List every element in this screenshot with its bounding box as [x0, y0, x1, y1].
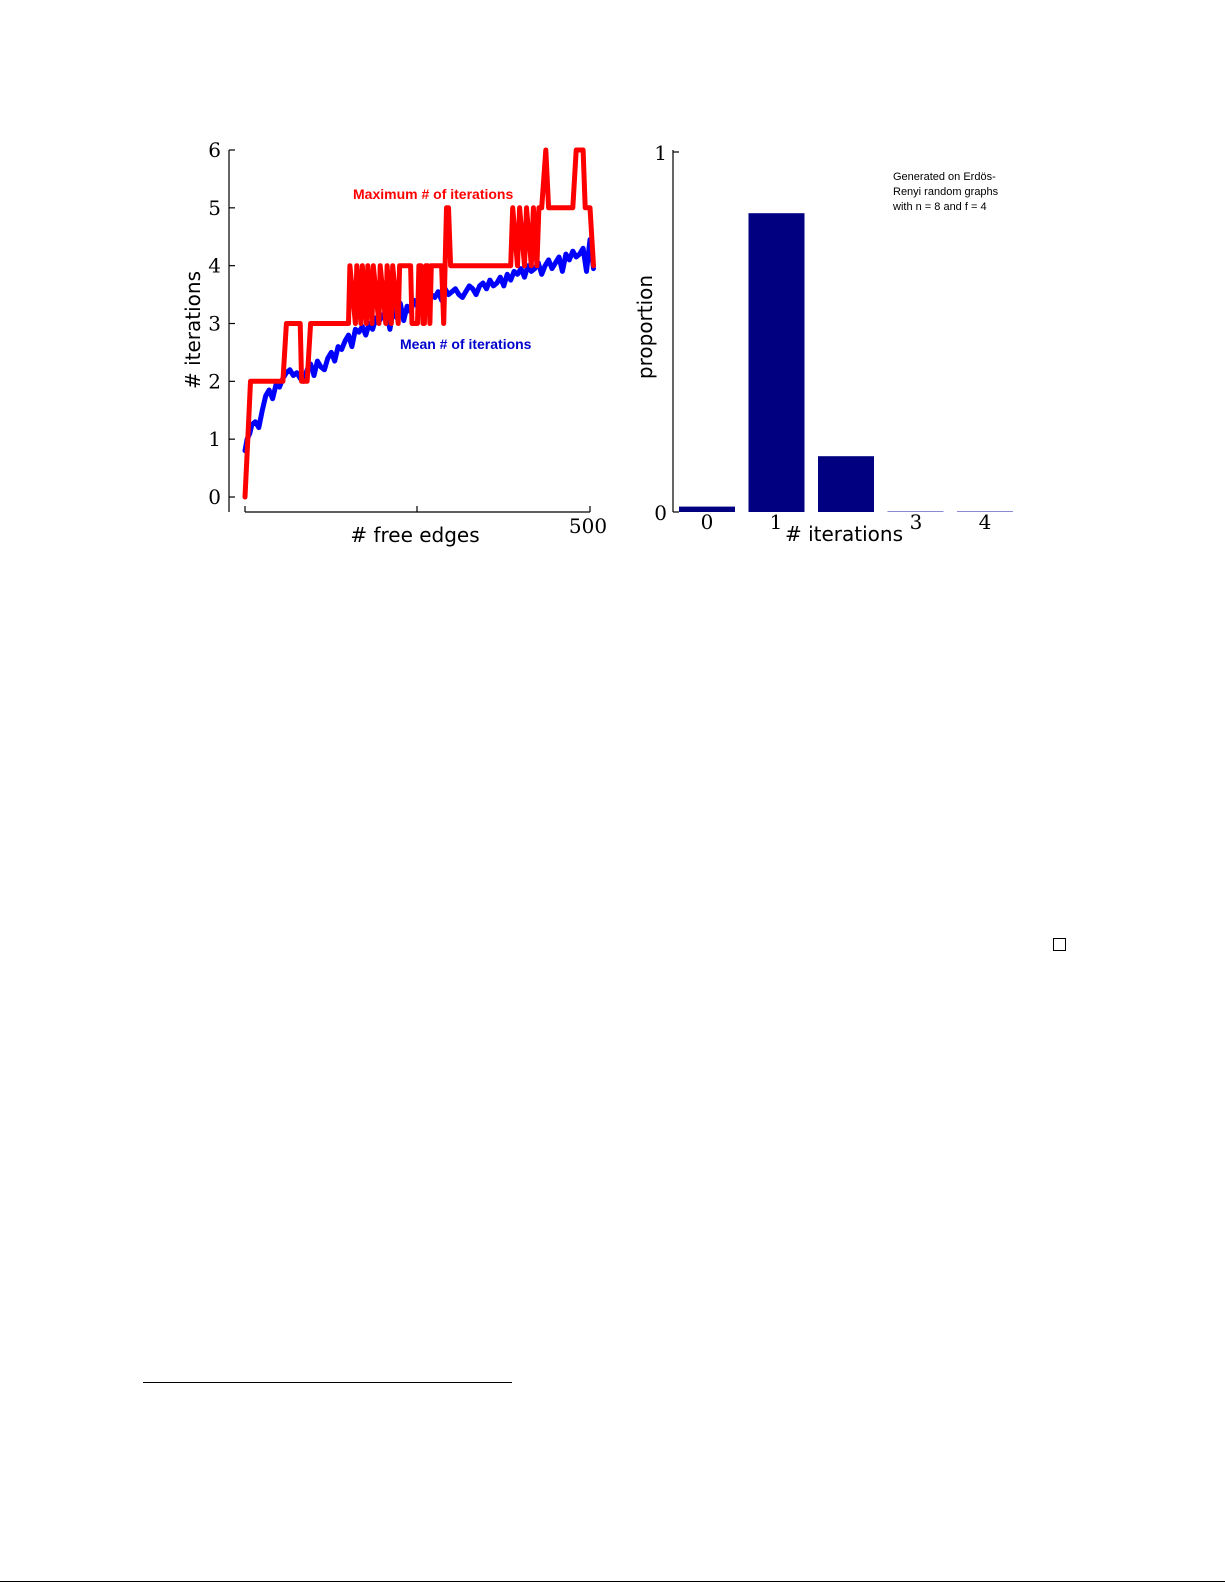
y-tick-label-6: 6 [208, 138, 221, 162]
annotation-line-2: Renyi random graphs [893, 186, 999, 198]
y-axis-label: # iterations [181, 270, 205, 390]
line-chart [181, 138, 607, 547]
page-bottom-rule [0, 1581, 1225, 1582]
y-tick-label-3: 3 [208, 311, 221, 336]
bar-2 [818, 456, 874, 512]
footnote-rule [143, 1382, 512, 1383]
qed-square [1053, 938, 1066, 951]
y-axis-label: proportion [633, 274, 657, 380]
bar-1 [749, 213, 805, 512]
annotation-maximum: Maximum # of iterations [353, 186, 514, 202]
y-tick-label-5: 5 [208, 195, 221, 220]
y-tick-label-1: 1 [208, 427, 221, 452]
bars [679, 213, 1013, 512]
x-axis-label: # iterations [784, 522, 904, 546]
y-tick-label-1: 1 [654, 141, 667, 165]
figure-canvas [0, 0, 1225, 600]
figure [0, 0, 1225, 600]
x-tick-label-1: 1 [769, 510, 783, 534]
x-tick-label-0: 0 [700, 510, 714, 534]
series-lines [245, 150, 594, 497]
annotation-line-3: with n = 8 and f = 4 [893, 201, 987, 213]
x-axis-label: # free edges [350, 523, 480, 547]
annotation-line-1: Generated on Erdös- [893, 171, 996, 183]
x-tick-label-3: 3 [909, 510, 923, 534]
y-tick-label-2: 2 [208, 369, 221, 394]
x-tick-label-4: 4 [978, 510, 992, 534]
annotation-mean: Mean # of iterations [400, 336, 532, 352]
y-tick-label-0: 0 [654, 501, 667, 525]
x-tick-label-500: 500 [568, 514, 608, 538]
y-ticks [208, 138, 235, 509]
y-tick-label-4: 4 [208, 253, 221, 278]
bar-chart [633, 141, 1013, 546]
series-line-maximum [245, 150, 594, 497]
y-tick-label-0: 0 [208, 485, 221, 509]
